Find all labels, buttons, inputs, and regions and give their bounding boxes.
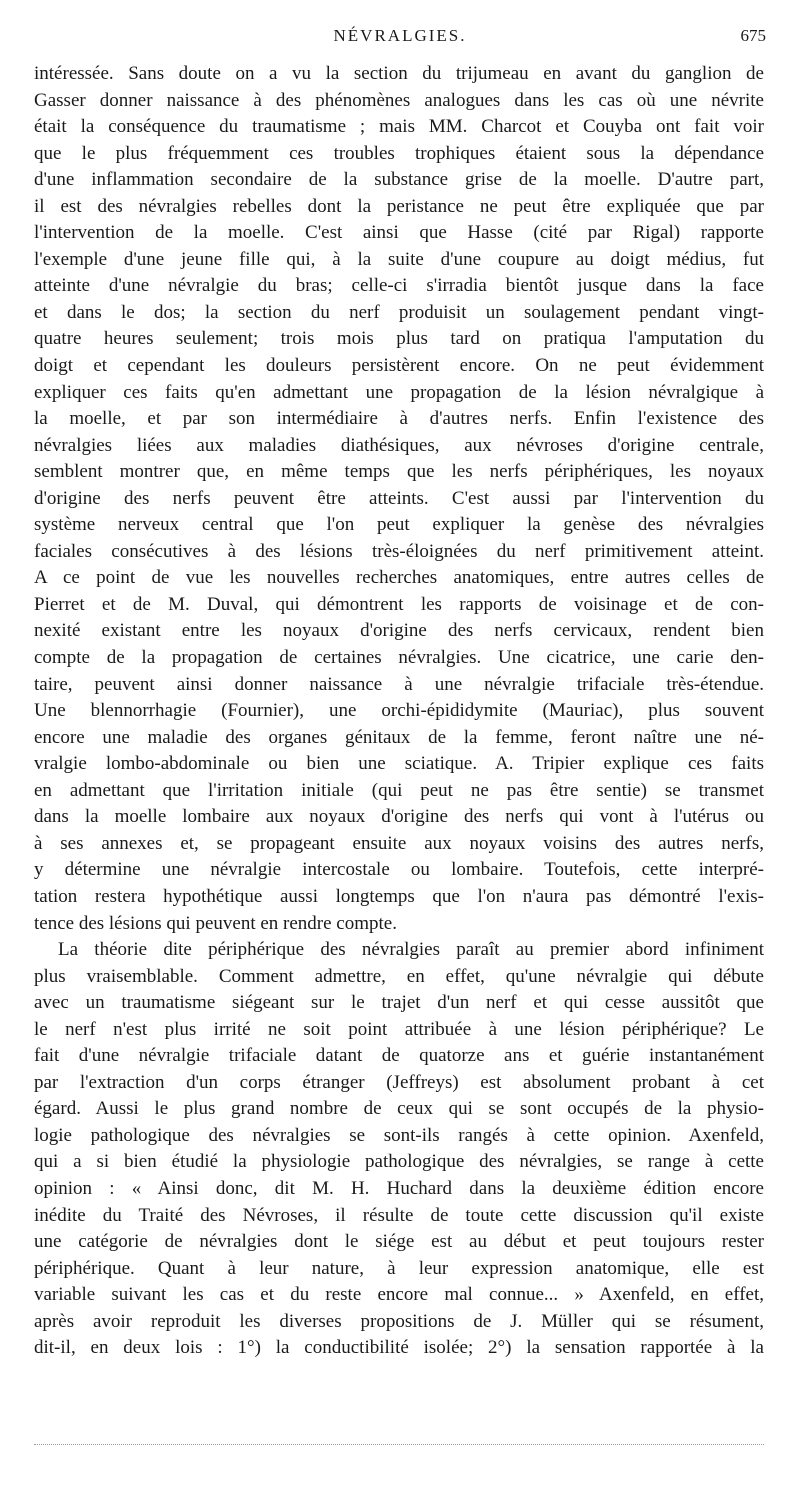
paragraph-end-line: tence des lésions qui peuvent en rendre compte. — [34, 912, 397, 934]
text-line: que le plus fréquemment ces troubles trophiques étaient sous la dépendance — [34, 142, 764, 164]
text-line: d'origine des nerfs peuvent être atteints. C'est aussi par l'intervention du — [34, 487, 764, 509]
text-line: qui a si bien étudié la physiologie pathologique des névralgies, se range à cette — [34, 1151, 764, 1173]
text-line: A ce point de vue les nouvelles recherches anatomiques, entre autres celles de — [34, 567, 764, 589]
body-text — [34, 61, 764, 1362]
text-line: par l'extraction d'un corps étranger (Jeffreys) est absolument probant à cet — [34, 1071, 764, 1093]
text-line: Gasser donner naissance à des phénomènes analogues dans les cas où une névrite — [34, 89, 764, 111]
text-line: faciales consécutives à des lésions très-éloignées du nerf primitivement atteint. — [34, 540, 764, 562]
text-line: après avoir reproduit les diverses propositions de J. Müller qui se résument, — [34, 1310, 764, 1332]
text-line: atteinte d'une névralgie du bras; celle-ci s'irradia bientôt jusque dans la face — [34, 275, 764, 297]
running-title: NÉVRALGIES. — [333, 26, 467, 45]
text-line: encore une maladie des organes génitaux de la femme, feront naître une né- — [34, 726, 764, 748]
text-line: système nerveux central que l'on peut expliquer la genèse des névralgies — [34, 514, 764, 536]
text-line: dit-il, en deux lois : 1°) la conductibilité isolée; 2°) la sensation rapportée à la — [34, 1337, 764, 1359]
text-line: semblent montrer que, en même temps que les nerfs périphériques, les noyaux — [34, 461, 764, 483]
text-line: logie pathologique des névralgies se sont-ils rangés à cette opinion. Axenfeld, — [34, 1124, 764, 1146]
text-line: taire, peuvent ainsi donner naissance à une névralgie trifaciale très-étendue. — [34, 673, 764, 695]
text-line: périphérique. Quant à leur nature, à leur expression anatomique, elle est — [34, 1257, 764, 1279]
text-line: fait d'une névralgie trifaciale datant de quatorze ans et guérie instantanément — [34, 1045, 764, 1067]
text-line: nexité existant entre les noyaux d'origine des nerfs cervicaux, rendent bien — [34, 620, 764, 642]
text-line: tation restera hypothétique aussi longtemps que l'on n'aura pas démontré l'exis- — [34, 885, 764, 907]
page-number: 675 — [740, 26, 766, 45]
text-line: l'exemple d'une jeune fille qui, à la suite d'une coupure au doigt médius, fut — [34, 248, 764, 270]
text-line: était la conséquence du traumatisme ; mais MM. Charcot et Couyba ont fait voir — [34, 116, 764, 138]
text-line: une catégorie de névralgies dont le siége est au début et peut toujours rester — [34, 1231, 764, 1253]
text-line: avec un traumatisme siégeant sur le trajet d'un nerf et qui cesse aussitôt que — [34, 992, 764, 1014]
text-line: il est des névralgies rebelles dont la peristance ne peut être expliquée que par — [34, 195, 764, 217]
text-line: l'intervention de la moelle. C'est ainsi que Hasse (cité par Rigal) rapporte — [34, 222, 764, 244]
text-line: Une blennorrhagie (Fournier), une orchi-épididymite (Mauriac), plus souvent — [34, 700, 764, 722]
text-line: y détermine une névralgie intercostale ou lombaire. Toutefois, cette interpré- — [34, 859, 764, 881]
text-line: inédite du Traité des Névroses, il résulte de toute cette discussion qu'il existe — [34, 1204, 764, 1226]
text-line: quatre heures seulement; trois mois plus tard on pratiqua l'amputation du — [34, 328, 764, 350]
text-line: intéressée. Sans doute on a vu la section du trijumeau en avant du ganglion de — [34, 63, 764, 84]
text-line: variable suivant les cas et du reste encore mal connue... » Axenfeld, en effet, — [34, 1284, 764, 1306]
text-line: névralgies liées aux maladies diathésiques, aux névroses d'origine centrale, — [34, 434, 764, 456]
text-line: en admettant que l'irritation initiale (qui peut ne pas être sentie) se transmet — [34, 779, 764, 801]
text-line: vralgie lombo-abdominale ou bien une sciatique. A. Tripier explique ces faits — [34, 753, 764, 775]
running-header — [34, 26, 766, 52]
text-line: dans la moelle lombaire aux noyaux d'origine des nerfs qui vont à l'utérus ou — [34, 806, 764, 828]
text-line: expliquer ces faits qu'en admettant une propagation de la lésion névralgique à — [34, 381, 764, 403]
text-line: plus vraisemblable. Comment admettre, en effet, qu'une névralgie qui débute — [34, 965, 764, 987]
text-line: égard. Aussi le plus grand nombre de ceux qui se sont occupés de la physio- — [34, 1098, 764, 1120]
bottom-rule — [34, 1444, 764, 1445]
text-line: Pierret et de M. Duval, qui démontrent les rapports de voisinage et de con- — [34, 593, 764, 615]
text-line: doigt et cependant les douleurs persistèrent encore. On ne peut évidemment — [34, 355, 764, 377]
text-line: compte de la propagation de certaines névralgies. Une cicatrice, une carie den- — [34, 647, 764, 669]
text-line: opinion : « Ainsi donc, dit M. H. Huchard dans la deuxième édition encore — [34, 1177, 764, 1199]
text-line: et dans le dos; la section du nerf produisit un soulagement pendant vingt- — [34, 301, 764, 323]
text-line: la moelle, et par son intermédiaire à d'autres nerfs. Enfin l'existence des — [34, 408, 764, 430]
text-line: le nerf n'est plus irrité ne soit point attribuée à une lésion périphérique? Le — [34, 1018, 764, 1040]
text-line: à ses annexes et, se propageant ensuite aux noyaux voisins des autres nerfs, — [34, 832, 764, 854]
text-line: d'une inflammation secondaire de la substance grise de la moelle. D'autre part, — [34, 169, 764, 191]
paragraph-start-line: La théorie dite périphérique des névralgies paraît au premier abord infiniment — [58, 939, 764, 961]
